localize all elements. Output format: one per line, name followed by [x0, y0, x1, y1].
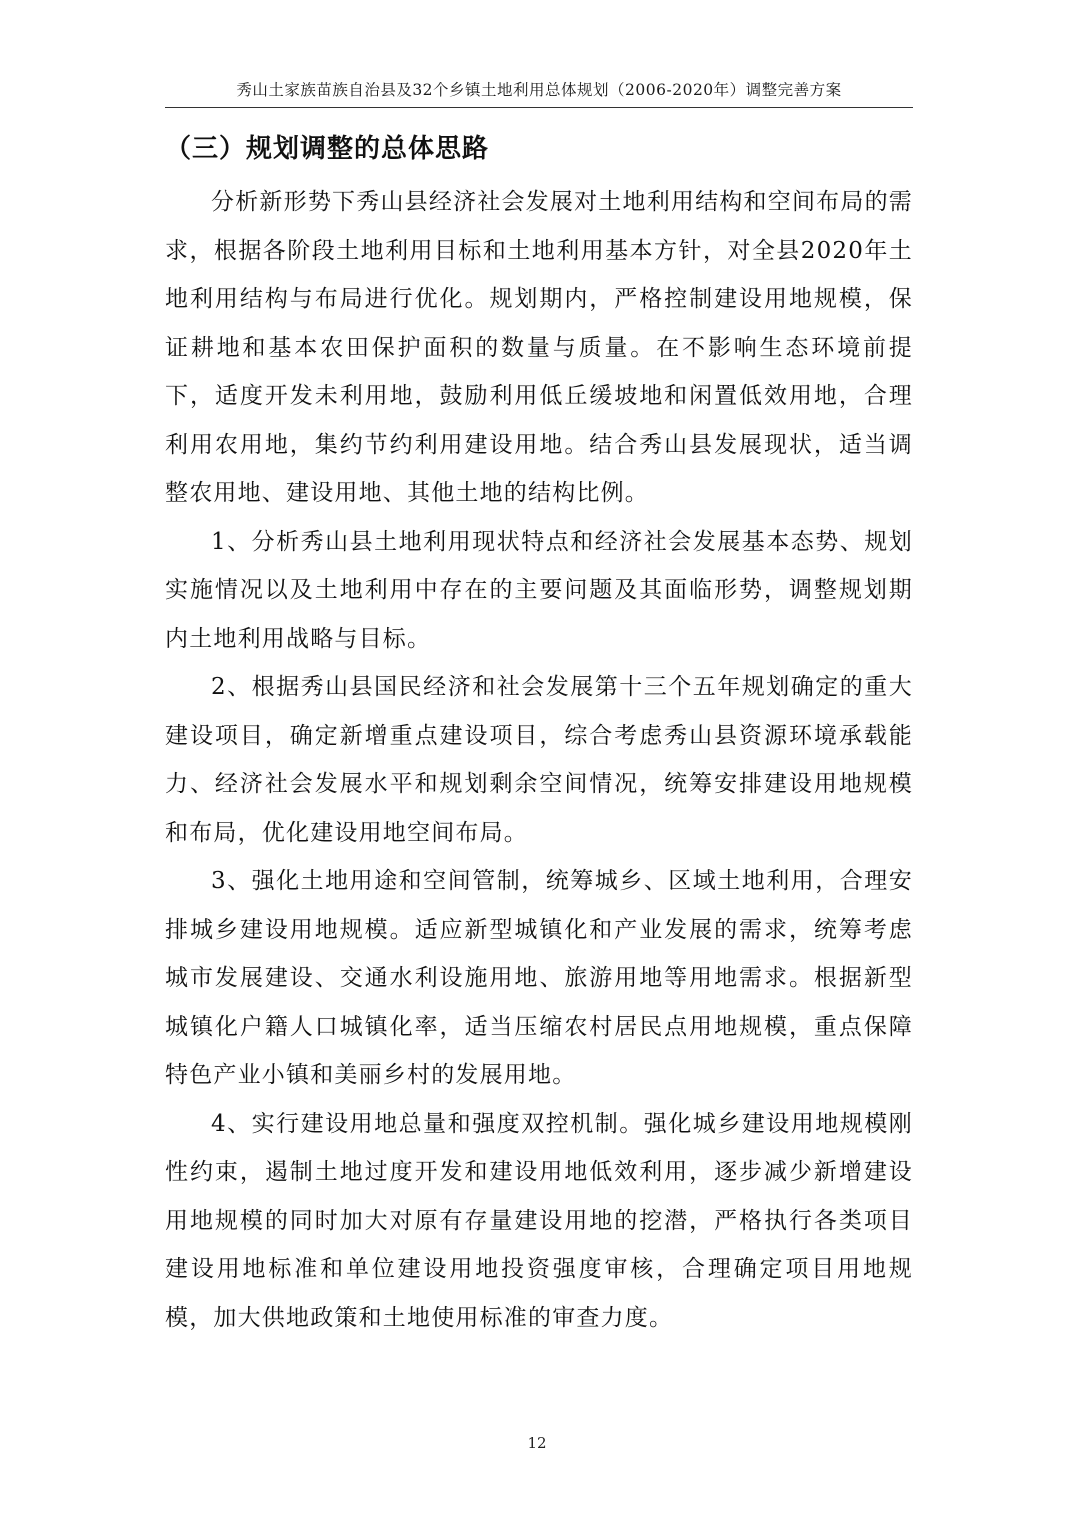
- paragraph-item-2: 2、根据秀山县国民经济和社会发展第十三个五年规划确定的重大建设项目，确定新增重点建设项目，综合考虑秀山县资源环境承载能力、经济社会发展水平和规划剩余空间情况，统筹安排建设用地规模和布局，优化建设用地空间布局。: [165, 674, 913, 846]
- paragraph-item-3: 3、强化土地用途和空间管制，统筹城乡、区域土地利用，合理安排城乡建设用地规模。适应新型城镇化和产业发展的需求，统筹考虑城市发展建设、交通水利设施用地、旅游用地等用地需求。根据新型城镇化户籍人口城镇化率，适当压缩农村居民点用地规模，重点保障特色产业小镇和美丽乡村的发展用地。: [165, 868, 913, 1088]
- body-text: [165, 178, 913, 1342]
- paragraph-intro: 分析新形势下秀山县经济社会发展对土地利用结构和空间布局的需求，根据各阶段土地利用目标和土地利用基本方针，对全县2020年土地利用结构与布局进行优化。规划期内，严格控制建设用地规模，保证耕地和基本农田保护面积的数量与质量。在不影响生态环境前提下，适度开发未利用地，鼓励利用低丘缓坡地和闲置低效用地，合理利用农用地，集约节约利用建设用地。结合秀山县发展现状，适当调整农用地、建设用地、其他土地的结构比例。: [165, 189, 913, 506]
- section-heading: （三）规划调整的总体思路: [165, 134, 490, 164]
- page-number: 12: [527, 1434, 547, 1452]
- running-header: 秀山土家族苗族自治县及32个乡镇土地利用总体规划（2006-2020年）调整完善方案: [236, 81, 842, 99]
- paragraph-item-4: 4、实行建设用地总量和强度双控机制。强化城乡建设用地规模刚性约束，遏制土地过度开发和建设用地低效利用，逐步减少新增建设用地规模的同时加大对原有存量建设用地的挖潜，严格执行各类项目建设用地标准和单位建设用地投资强度审核，合理确定项目用地规模，加大供地政策和土地使用标准的审查力度。: [165, 1110, 913, 1331]
- header-divider: [165, 107, 913, 108]
- paragraph-item-1: 1、分析秀山县土地利用现状特点和经济社会发展基本态势、规划实施情况以及土地利用中存在的主要问题及其面临形势，调整规划期内土地利用战略与目标。: [165, 528, 913, 652]
